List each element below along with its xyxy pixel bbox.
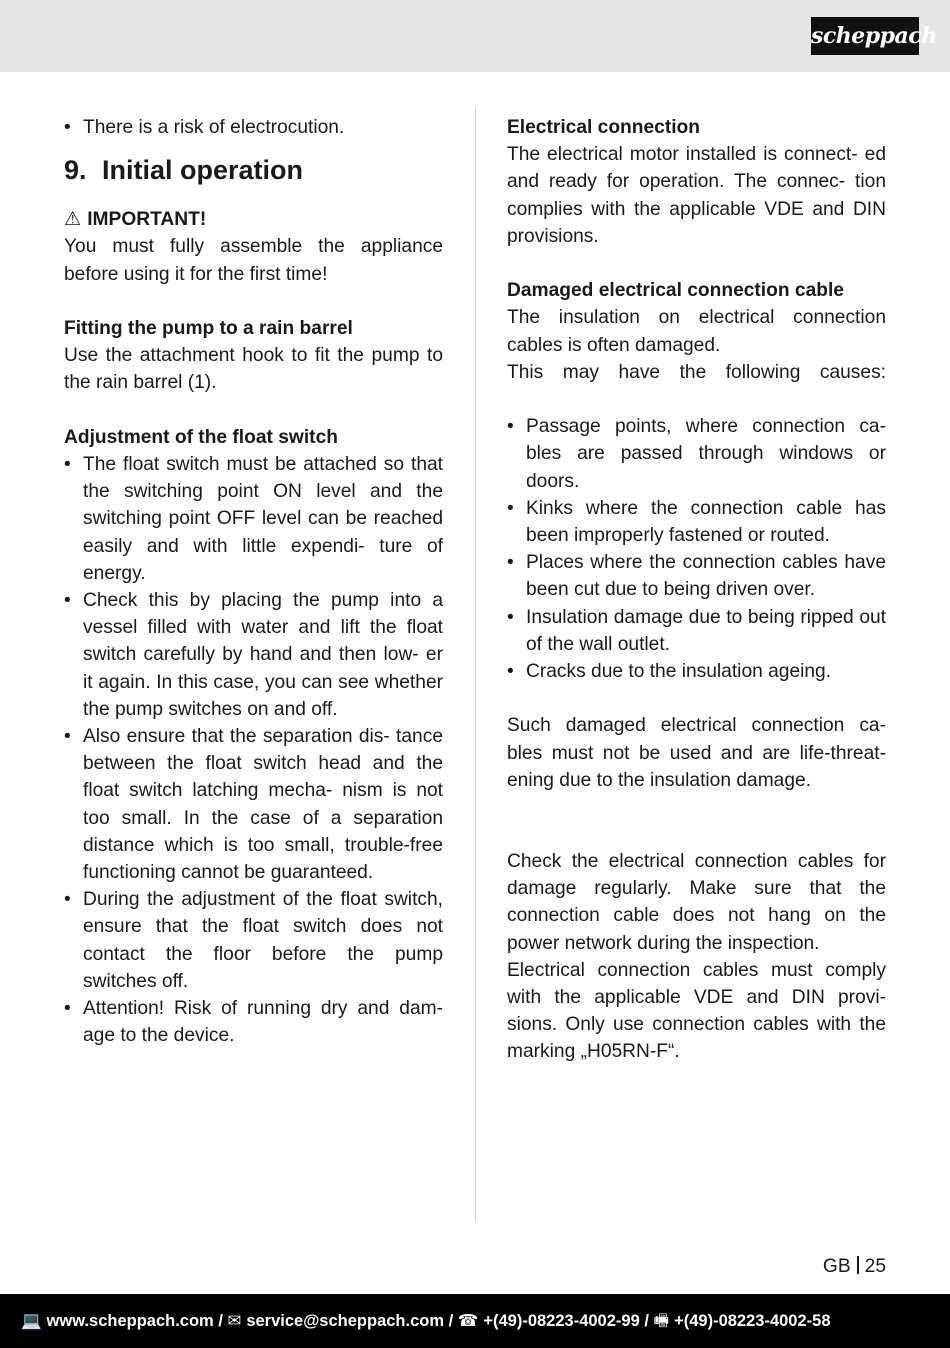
damaged-text: The insulation on electrical connection cables is often damaged. bbox=[507, 307, 886, 356]
list-item: • There is a risk of electrocution. bbox=[64, 114, 443, 141]
list-item: • Places where the connection cables have been cut due to being driven over. bbox=[507, 549, 886, 603]
language-code: GB bbox=[822, 1256, 851, 1277]
causes-intro: This may have the following causes: bbox=[507, 361, 886, 383]
electrical-text: The electrical motor installed is connect- ed and ready for operation. The connec- tion complies with the applicable VDE and DIN provisions. bbox=[507, 144, 886, 247]
list-item: • Passage points, where connection ca- bles are passed through windows or doors. bbox=[507, 413, 886, 495]
list-item: • Check this by placing the pump into a vessel filled with water and lift the float switch carefully by hand and then low- er it again. In this case, you can see whether the pump switches on and off. bbox=[64, 587, 443, 723]
contact-bar bbox=[0, 1294, 950, 1348]
important-heading bbox=[64, 206, 443, 233]
list-item: • Also ensure that the separation dis- tance between the float switch head and the float switch latching mecha- nism is not too small. In the case of a separation distance which is too small, trouble-free functioning cannot be guaranteed. bbox=[64, 723, 443, 886]
float-heading: Adjustment of the float switch bbox=[64, 426, 338, 448]
column-divider bbox=[475, 108, 476, 1222]
computer-icon: 💻 bbox=[21, 1312, 42, 1330]
important-label: IMPORTANT! bbox=[87, 209, 207, 231]
page-number bbox=[823, 1256, 886, 1278]
comply-text: Electrical connection cables must comply with the applicable VDE and DIN provi- sions. Only use connection cables with the marking „H05RN-F“. bbox=[507, 959, 886, 1063]
list-item: • During the adjustment of the float switch, ensure that the float switch does not contact the floor before the pump switches off. bbox=[64, 886, 443, 995]
scheppach-logo: scheppach bbox=[811, 17, 919, 55]
fitting-text: Use the attachment hook to fit the pump to the rain barrel (1). bbox=[64, 345, 443, 394]
phone-icon: ☎ bbox=[457, 1312, 479, 1330]
page-num: 25 bbox=[864, 1256, 886, 1277]
list-item: • Kinks where the connection cable has been improperly fastened or routed. bbox=[507, 495, 886, 549]
fitting-heading: Fitting the pump to a rain barrel bbox=[64, 318, 353, 339]
header-bar bbox=[0, 0, 950, 72]
left-column bbox=[64, 114, 443, 1049]
section-title: Initial operation bbox=[102, 155, 304, 186]
check-text: Check the electrical connection cables for damage regularly. Make sure that the connection cable does not hang on the power network during the inspection. bbox=[507, 851, 886, 954]
email-link[interactable]: service@scheppach.com / bbox=[246, 1312, 454, 1330]
list-item: • Attention! Risk of running dry and dam- age to the device. bbox=[64, 995, 443, 1049]
important-text: You must fully assemble the appliance before using it for the first time! bbox=[64, 236, 443, 285]
list-item: • Cracks due to the insulation ageing. bbox=[507, 658, 886, 685]
section-number: 9. bbox=[64, 155, 87, 186]
float-list bbox=[64, 451, 443, 1049]
intro-list bbox=[64, 114, 443, 141]
warning-icon: ⚠ bbox=[64, 209, 82, 231]
phone-number: +(49)-08223-4002-99 / bbox=[483, 1312, 649, 1330]
fax-number: +(49)-08223-4002-58 bbox=[674, 1312, 831, 1330]
causes-list bbox=[507, 413, 886, 685]
damaged-heading: Damaged electrical connection cable bbox=[507, 280, 844, 302]
list-item: • Insulation damage due to being ripped out of the wall outlet. bbox=[507, 604, 886, 658]
list-item: • The float switch must be attached so that the switching point ON level and the switching point OFF level can be reached easily and with little expendi- ture of energy. bbox=[64, 451, 443, 587]
right-column bbox=[507, 114, 886, 1066]
electrical-heading: Electrical connection bbox=[507, 117, 700, 138]
warning-text: Such damaged electrical connection ca- bles must not be used and are life-threat- ening due to the insulation damage. bbox=[507, 715, 886, 791]
website-link[interactable]: www.scheppach.com / bbox=[46, 1312, 223, 1330]
fax-icon: 🖷 bbox=[653, 1312, 670, 1330]
section-heading bbox=[64, 141, 443, 206]
mail-icon: ✉ bbox=[227, 1312, 242, 1330]
